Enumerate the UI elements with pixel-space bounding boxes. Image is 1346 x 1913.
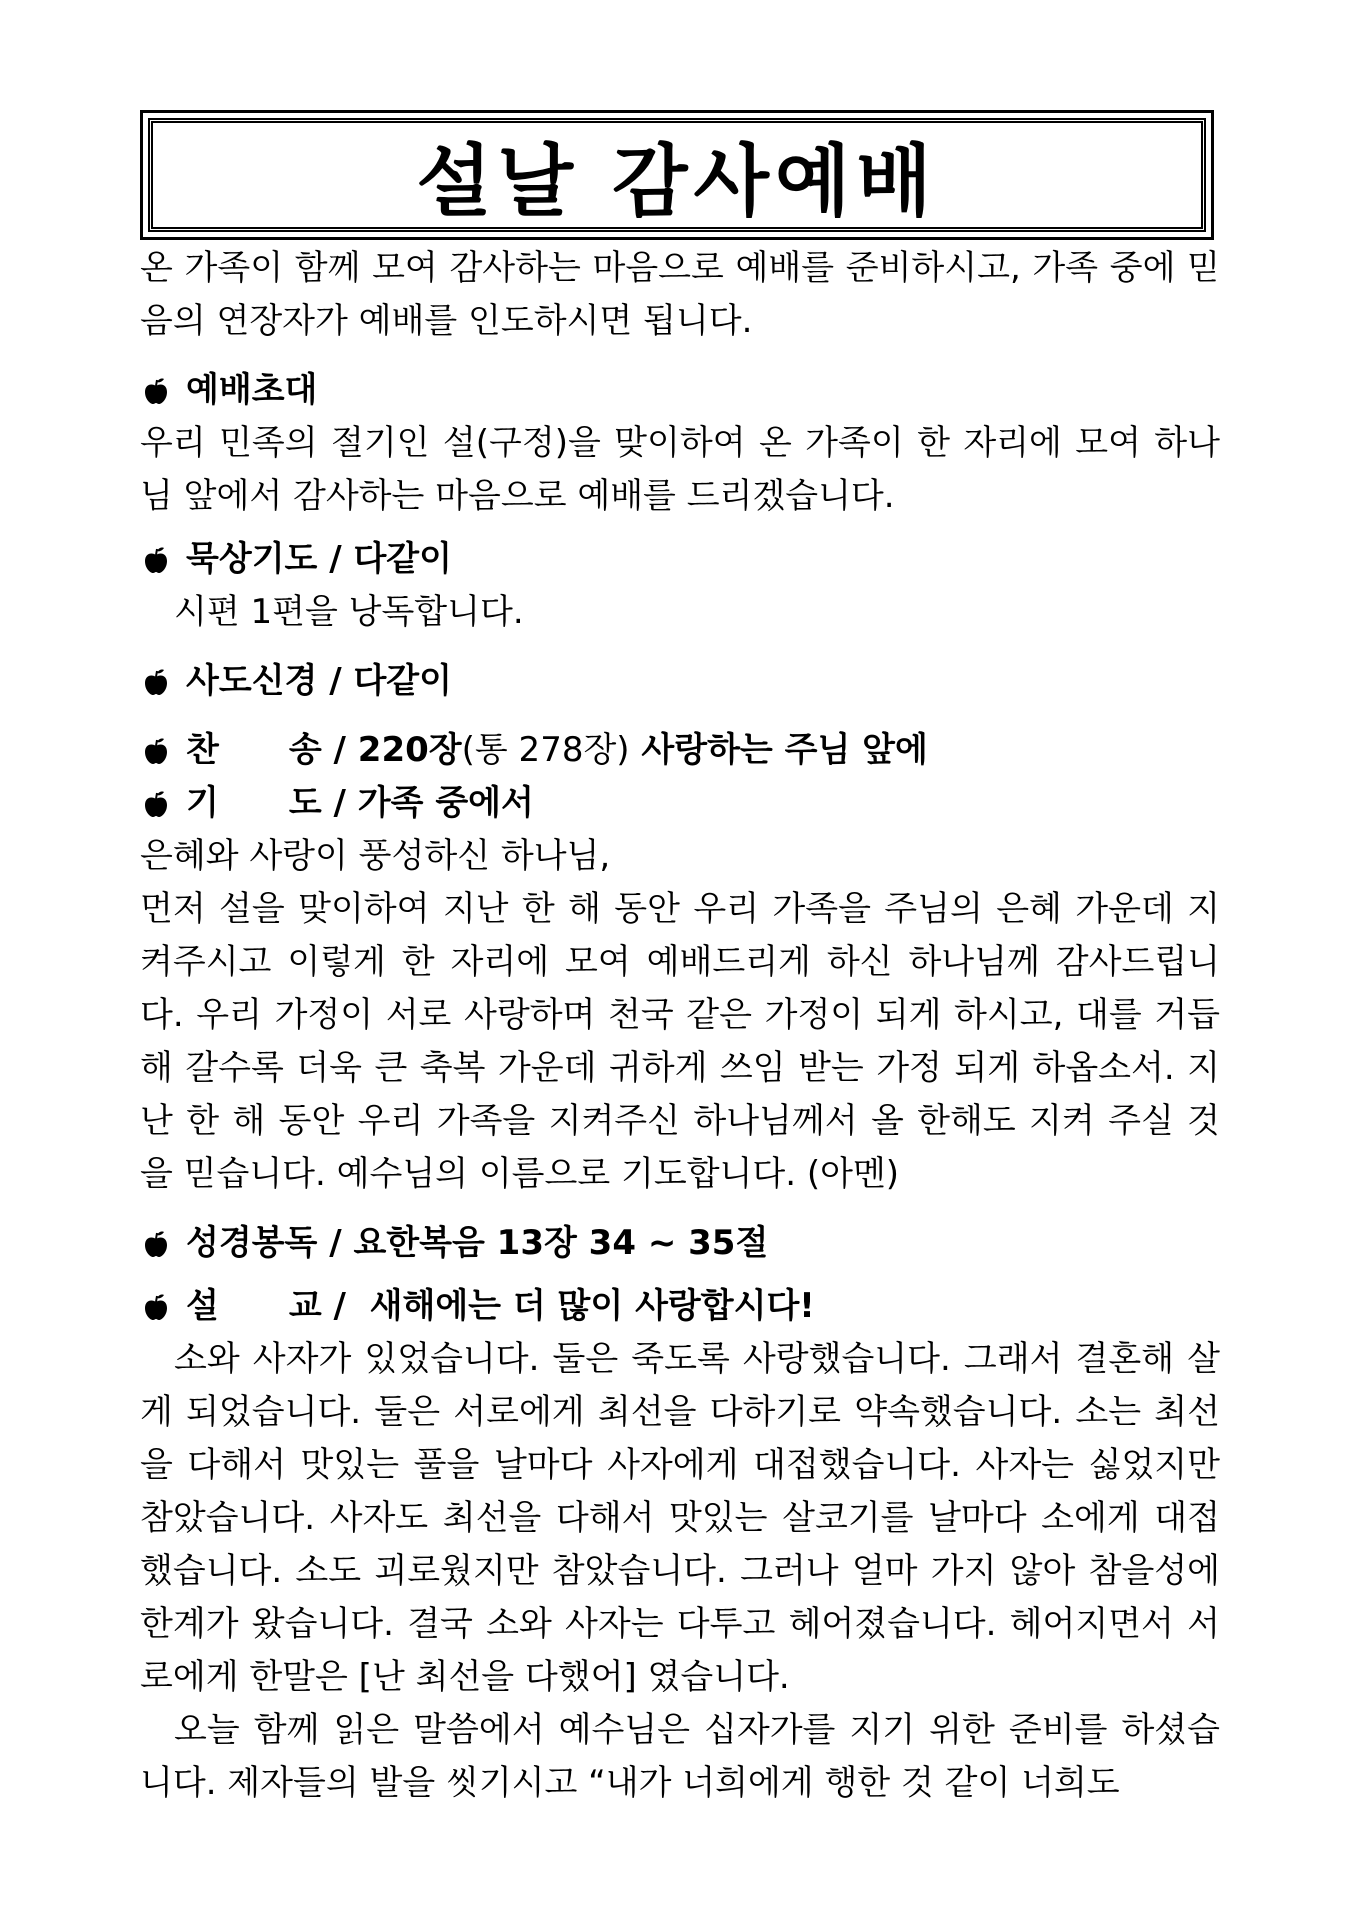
section-heading-text: 예배초대 [186,370,318,410]
section-heading-silent-prayer [140,533,1220,586]
invitation-text: 우리 민족의 절기인 설(구정)을 맞이하여 온 가족이 한 자리에 모여 하나님 앞에서 감사하는 마음으로 예배를 드리겠습니다. [140,423,1220,516]
prayer-opening: 은혜와 사랑이 풍성하신 하나님, [140,836,611,876]
sermon-label-first: 설 [186,1286,219,1326]
document-page [140,110,1220,1810]
silent-prayer-text: 시편 1편을 낭독합니다. [174,592,524,632]
apple-icon [142,790,170,818]
apple-icon [142,668,170,696]
section-heading-text: 사도신경 / 다같이 [186,661,452,701]
prayer-label-second: 도 [288,783,322,823]
apple-icon [142,377,170,405]
apple-icon [142,1230,170,1258]
hymn-title: 사랑하는 주님 앞에 [629,730,928,770]
section-heading-text: 묵상기도 / 다같이 [186,539,452,579]
section-heading-scripture [140,1217,1220,1270]
apple-icon [142,737,170,765]
hymn-label-first: 찬 [186,730,219,770]
section-heading-hymn [140,724,1220,777]
sermon-paragraph-1: 소와 사자가 있었습니다. 둘은 죽도록 사랑했습니다. 그래서 결혼해 살게 되었습니다. 둘은 서로에게 최선을 다하기로 약속했습니다. 소는 최선을 다해서 맛있는 풀을 날마다 사자에게 대접했습니다. 사자는 싫었지만 참았습니다. 사자도 최선을 다해서 맛있는 살코기를 날마다 소에게 대접했습니다. 소도 괴로웠지만 참았습니다. 그러나 얼마 가지 않아 참을성에 한계가 왔습니다. 결국 소와 사자는 다투고 헤어졌습니다. 헤어지면서 서로에게 한말은 [난 최선을 다했어] 였습니다. [140,1339,1220,1697]
prayer-label-first: 기 [186,783,219,823]
prayer-text: 먼저 설을 맞이하여 지난 한 해 동안 우리 가족을 주님의 은혜 가운데 지켜주시고 이렇게 한 자리에 모여 예배드리게 하신 하나님께 감사드립니다. 우리 가정이 서로 사랑하며 천국 같은 가정이 되게 하시고, 대를 거듭해 갈수록 더욱 큰 축복 가운데 귀하게 쓰임 받는 가정 되게 하옵소서. 지난 한 해 동안 우리 가족을 지켜주신 하나님께서 올 한해도 지켜 주실 것을 믿습니다. 예수님의 이름으로 기도합니다. (아멘) [140,889,1220,1194]
section-heading-text: 성경봉독 / 요한복음 13장 34 ~ 35절 [186,1223,769,1263]
apple-icon [142,1293,170,1321]
apple-icon [142,546,170,574]
hymn-number: / 220장 [321,730,462,770]
hymn-label-second: 송 [288,730,322,770]
prayer-leader: / 가족 중에서 [321,783,534,823]
hymn-old-number: (통 278장) [461,730,630,770]
intro-text: 온 가족이 함께 모여 감사하는 마음으로 예배를 준비하시고, 가족 중에 믿음의 연장자가 예배를 인도하시면 됩니다. [140,248,1220,341]
section-heading-invitation [140,364,1220,417]
title-frame [140,110,1214,240]
section-heading-prayer [140,777,1220,830]
page-title: 설날 감사예배 [416,137,938,227]
title-inner-frame [148,118,1206,232]
sermon-label-second: 교 [288,1286,322,1326]
section-heading-creed [140,655,1220,708]
sermon-title: / 새해에는 더 많이 사랑합시다! [321,1286,815,1326]
sermon-paragraph-2: 오늘 함께 읽은 말씀에서 예수님은 십자가를 지기 위한 준비를 하셨습니다. 제자들의 발을 씻기시고 “내가 너희에게 행한 것 같이 너희도 [140,1710,1220,1803]
section-heading-sermon [140,1280,1220,1333]
